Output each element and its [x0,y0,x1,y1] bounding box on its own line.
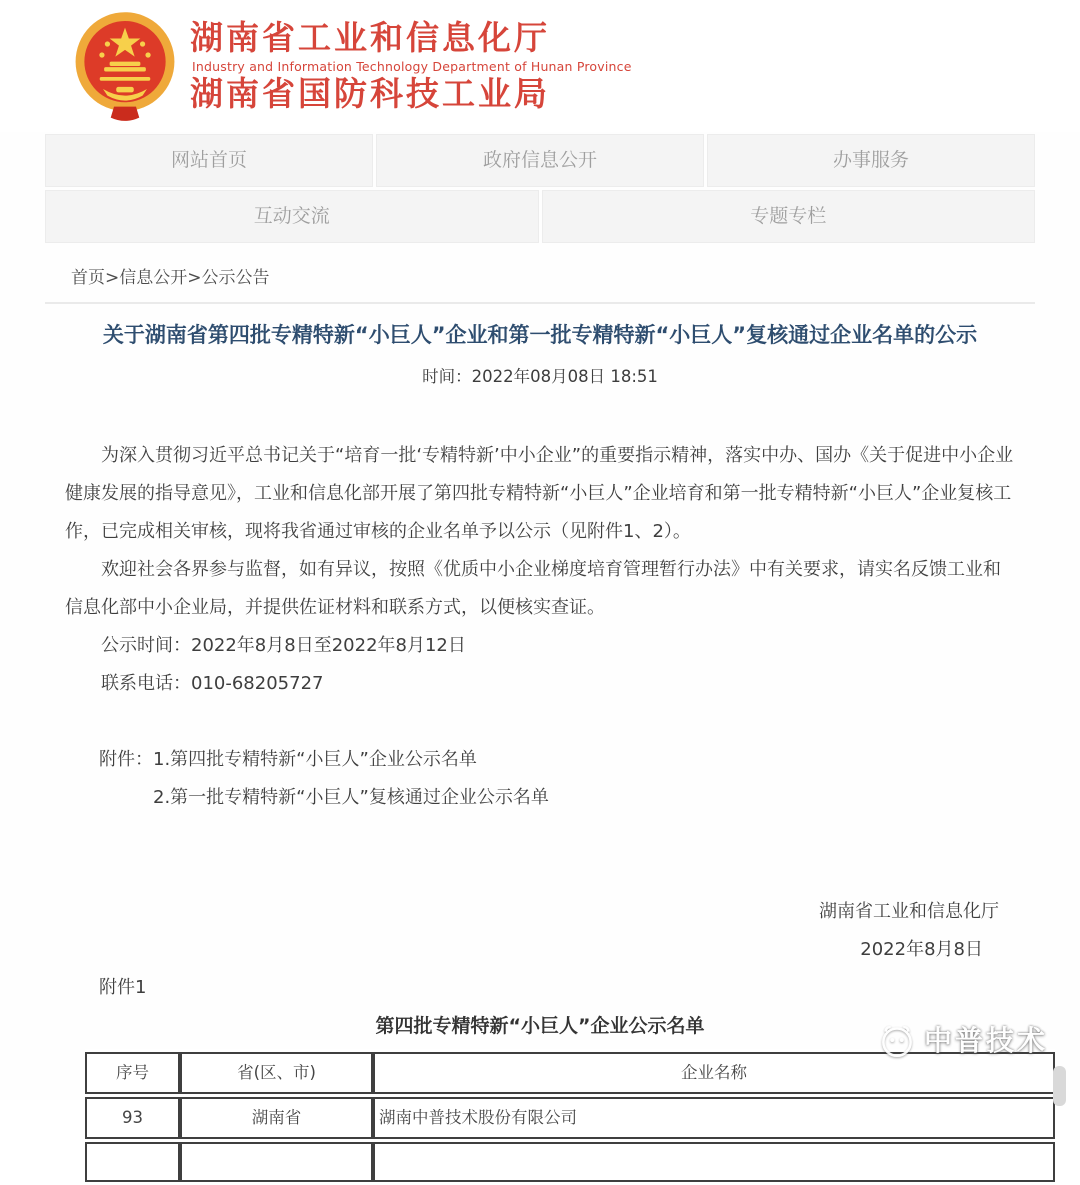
col-header-province: 省(区、市) [180,1052,373,1094]
paragraph-2: 欢迎社会各界参与监督，如有异议，按照《优质中小企业梯度培育管理暂行办法》中有关要求，请实名反馈工业和信息化部中小企业局，并提供佐证材料和联系方式，以便核实查证。 [65,559,1001,618]
annex-label: 附件1 [99,977,147,998]
breadcrumb[interactable]: 首页>信息公开>公示公告 [45,255,1035,304]
spacer [65,855,1015,893]
org-name-cn-1: 湖南省工业和信息化厅 [190,17,550,57]
nav-row-1 [45,134,1035,187]
contact-phone: 联系电话：010-68205727 [101,673,324,694]
signature-date: 2022年8月8日 [860,939,983,960]
org-name-block [190,17,632,113]
org-name-cn-2: 湖南省国防科技工业局 [190,73,550,113]
watermark-text: 中普技术 [924,1024,1049,1057]
nav-item-interaction[interactable]: 互动交流 [45,190,539,243]
table-header-row [85,1052,1055,1094]
cell-company: 湖南中普技术股份有限公司 [373,1097,1055,1139]
col-header-index: 序号 [85,1052,180,1094]
spacer [65,817,1015,855]
attachment-1: 1.第四批专精特新“小巨人”企业公示名单 [153,749,477,770]
table-row-clipped [85,1142,1055,1182]
nav-item-services[interactable]: 办事服务 [707,134,1035,187]
cell-index: 93 [85,1097,180,1139]
national-emblem-icon [70,10,180,122]
cell-empty [180,1142,373,1182]
signature-org: 湖南省工业和信息化厅 [819,901,999,922]
col-header-company: 企业名称 [373,1052,1055,1094]
page-title: 关于湖南省第四批专精特新“小巨人”企业和第一批专精特新“小巨人”复核通过企业名单的公示 [102,323,978,347]
nav-item-gov-info[interactable]: 政府信息公开 [376,134,704,187]
cell-empty [85,1142,180,1182]
attachment-line-1 [65,741,1015,779]
attachments-label: 附件： [99,749,153,770]
site-header [0,0,1080,132]
nav-row-2 [45,190,1035,243]
scrollbar-thumb[interactable] [1053,1066,1066,1106]
nav-item-special-columns[interactable]: 专题专栏 [542,190,1036,243]
nav-item-home[interactable]: 网站首页 [45,134,373,187]
annex-table [85,1049,1055,1185]
spacer [65,703,1015,741]
publish-time: 时间：2022年08月08日 18:51 [422,367,658,386]
public-period: 公示时间：2022年8月8日至2022年8月12日 [101,635,466,656]
article-body [45,437,1035,1185]
cell-empty [373,1142,1055,1182]
annex-table-title: 第四批专精特新“小巨人”企业公示名单 [375,1015,705,1037]
cell-province: 湖南省 [180,1097,373,1139]
main-nav [45,134,1035,243]
table-row [85,1097,1055,1139]
paragraph-1: 为深入贯彻习近平总书记关于“培育一批‘专精特新’中小企业”的重要指示精神，落实中办、国办《关于促进中小企业健康发展的指导意见》，工业和信息化部开展了第四批专精特新“小巨人”企业培育和第一批专精特新“小巨人”企业复核工作，已完成相关审核，现将我省通过审核的企业名单予以公示（见附件1、2）。 [65,445,1014,542]
attachment-2: 2.第一批专精特新“小巨人”复核通过企业公示名单 [153,787,549,808]
org-name-en: Industry and Information Technology Department of Hunan Province [192,58,632,74]
